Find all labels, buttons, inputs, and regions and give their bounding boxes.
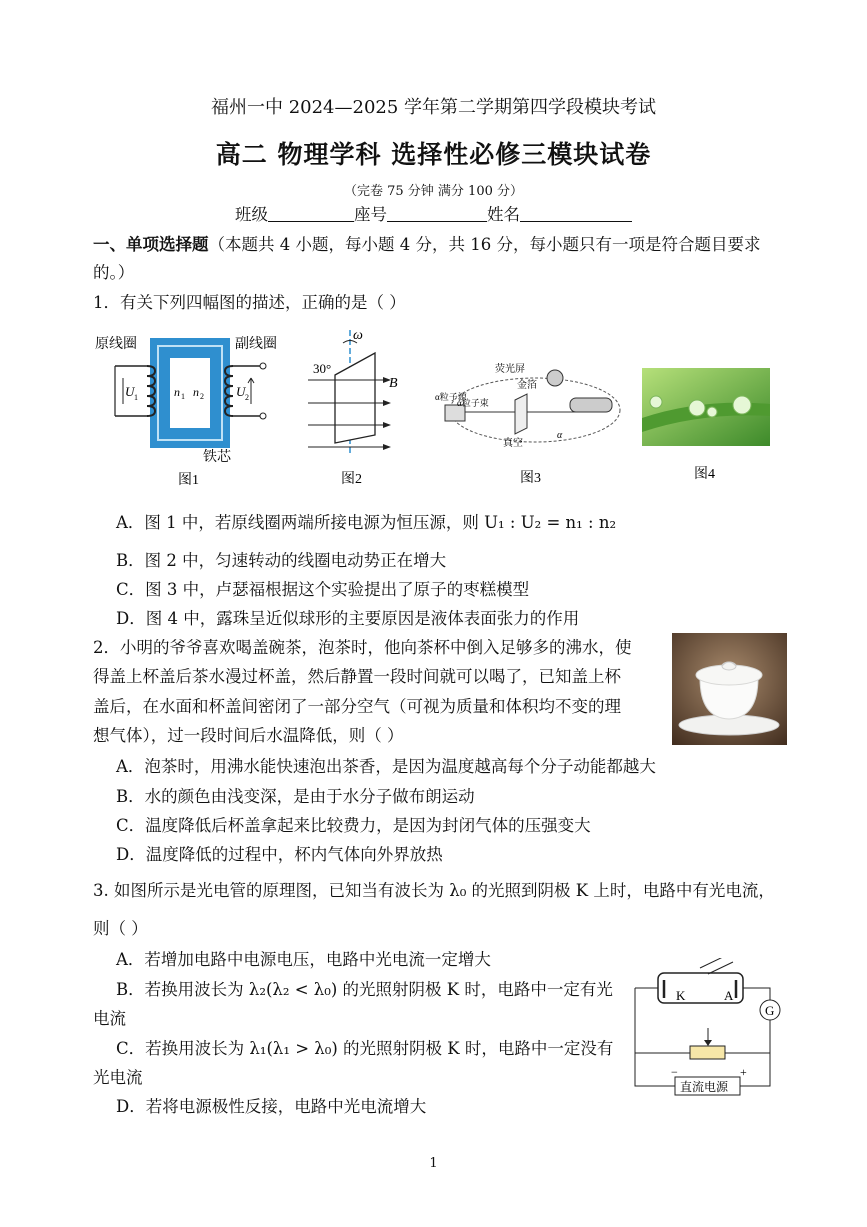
alpha-label: α xyxy=(557,430,563,441)
figure-2-coil xyxy=(303,325,403,488)
exam-subtitle: （完卷 75 分钟 满分 100 分） xyxy=(343,184,524,199)
coil-frame xyxy=(335,353,375,443)
section-heading xyxy=(93,230,760,259)
seat-label: 座号 xyxy=(354,205,387,224)
u2-label: U xyxy=(236,384,246,399)
fig1-caption: 图1 xyxy=(178,473,199,488)
fig2-caption: 图2 xyxy=(341,472,362,487)
primary-label: 原线圈 xyxy=(95,337,137,352)
fig4-caption: 图4 xyxy=(694,467,715,480)
exam-header: 福州一中 2024—2025 学年第二学期第四学段模块考试 xyxy=(210,97,657,118)
n2-sub: 2 xyxy=(200,392,204,401)
section-desc: （本题共 4 小题，每小题 4 分，共 16 分，每小题只有一项是符合题目要求 xyxy=(208,235,761,254)
section-desc-cont: 的。） xyxy=(93,263,135,282)
figure-1-transformer xyxy=(95,328,290,488)
class-label: 班级 xyxy=(235,205,268,224)
q3-option-b[interactable]: B．若换用波长为 λ₂(λ₂ < λ₀) 的光照射阴极 K 时，电路中一定有光 xyxy=(116,980,613,999)
u2-sub: 2 xyxy=(245,393,249,402)
n1-sub: 1 xyxy=(181,392,185,401)
class-blank[interactable] xyxy=(268,205,354,222)
fig3-caption: 图3 xyxy=(520,471,541,486)
student-info-row xyxy=(235,200,632,229)
minus-sign: − xyxy=(671,1065,678,1079)
u1-sub: 1 xyxy=(134,393,138,402)
q1-option-b[interactable]: B．图 2 中，匀速转动的线圈电动势正在增大 xyxy=(116,551,447,570)
n1-label: n xyxy=(174,385,180,399)
figure-4-dew-photo xyxy=(642,368,770,480)
q1-option-c[interactable]: C．图 3 中，卢瑟福根据这个实验提出了原子的枣糕模型 xyxy=(116,580,530,599)
figure-photocell-circuit xyxy=(630,958,785,1103)
q1-stem: 1．有关下列四幅图的描述，正确的是（ ） xyxy=(93,293,406,312)
source-label: α粒子源 xyxy=(435,392,467,402)
anode-label: A xyxy=(724,988,734,1003)
tea-cup-photo xyxy=(672,633,787,745)
q3-stem-line1: 3. 如图所示是光电管的原理图，已知当有波长为 λ₀ 的光照到阴极 K 上时，电路中有光电流， xyxy=(93,881,775,900)
name-label: 姓名 xyxy=(487,205,520,224)
q2-stem-line3: 盖后，在水面和杯盖间密闭了一部分空气（可视为质量和体积均不变的理 xyxy=(93,697,621,716)
q3-option-c[interactable]: C．若换用波长为 λ₁(λ₁ > λ₀) 的光照射阴极 K 时，电路中一定没有 xyxy=(116,1039,614,1058)
foil-label: 金箔 xyxy=(517,380,537,391)
secondary-label: 副线圈 xyxy=(235,337,277,352)
q3-option-d[interactable]: D．若将电源极性反接，电路中光电流增大 xyxy=(116,1097,427,1116)
cathode-label: K xyxy=(676,988,686,1003)
q3-stem-line2: 则（ ） xyxy=(93,919,148,938)
plus-sign: + xyxy=(740,1065,747,1079)
q3-option-c-cont: 光电流 xyxy=(93,1068,143,1087)
q2-stem-line4: 想气体），过一段时间后水温降低，则（ ） xyxy=(93,726,404,745)
screen-label: 荧光屏 xyxy=(495,364,525,375)
q2-option-d[interactable]: D．温度降低的过程中，杯内气体向外界放热 xyxy=(116,845,443,864)
q1-option-d[interactable]: D．图 4 中，露珠呈近似球形的主要原因是液体表面张力的作用 xyxy=(116,609,580,628)
angle-label: 30° xyxy=(313,361,332,376)
q2-option-a[interactable]: A．泡茶时，用沸水能快速泡出茶香，是因为温度越高每个分子动能都越大 xyxy=(116,757,656,776)
q1-option-a[interactable]: A．图 1 中，若原线圈两端所接电源为恒压源，则 U₁ : U₂ = n₁ : n₂ xyxy=(116,513,617,532)
name-blank[interactable] xyxy=(520,205,632,222)
q2-option-c[interactable]: C．温度降低后杯盖拿起来比较费力，是因为封闭气体的压强变大 xyxy=(116,816,591,835)
omega-label: ω xyxy=(353,328,363,343)
gold-foil xyxy=(515,394,527,434)
figure-3-alpha-scattering xyxy=(435,360,630,488)
q2-stem-line1: 2．小明的爷爷喜欢喝盖碗茶，泡茶时，他向茶杯中倒入足够多的沸水，使 xyxy=(93,638,632,657)
seat-blank[interactable] xyxy=(387,205,487,222)
page-title: 高二 物理学科 选择性必修三模块试卷 xyxy=(215,140,652,169)
q3-option-b-cont: 电流 xyxy=(93,1009,126,1028)
dc-source-label: 直流电源 xyxy=(680,1080,729,1094)
n2-label: n xyxy=(193,385,199,399)
vacuum-label: 真空 xyxy=(503,438,523,449)
field-label: B xyxy=(389,376,398,391)
galvanometer-label: G xyxy=(765,1003,775,1018)
page-number: 1 xyxy=(429,1156,438,1171)
q2-stem-line2: 得盖上杯盖后茶水漫过杯盖，然后静置一段时间就可以喝了，已知盖上杯 xyxy=(93,667,621,686)
microscope xyxy=(570,398,612,412)
rheostat xyxy=(690,1046,725,1059)
core-label: 铁芯 xyxy=(203,450,231,465)
u1-label: U xyxy=(125,384,135,399)
beam-label: α粒子束 xyxy=(457,398,489,408)
section-title: 一、单项选择题 xyxy=(93,235,209,254)
q2-option-b[interactable]: B．水的颜色由浅变深，是由于水分子做布朗运动 xyxy=(116,787,475,806)
q3-option-a[interactable]: A．若增加电路中电源电压，电路中光电流一定增大 xyxy=(116,950,491,969)
